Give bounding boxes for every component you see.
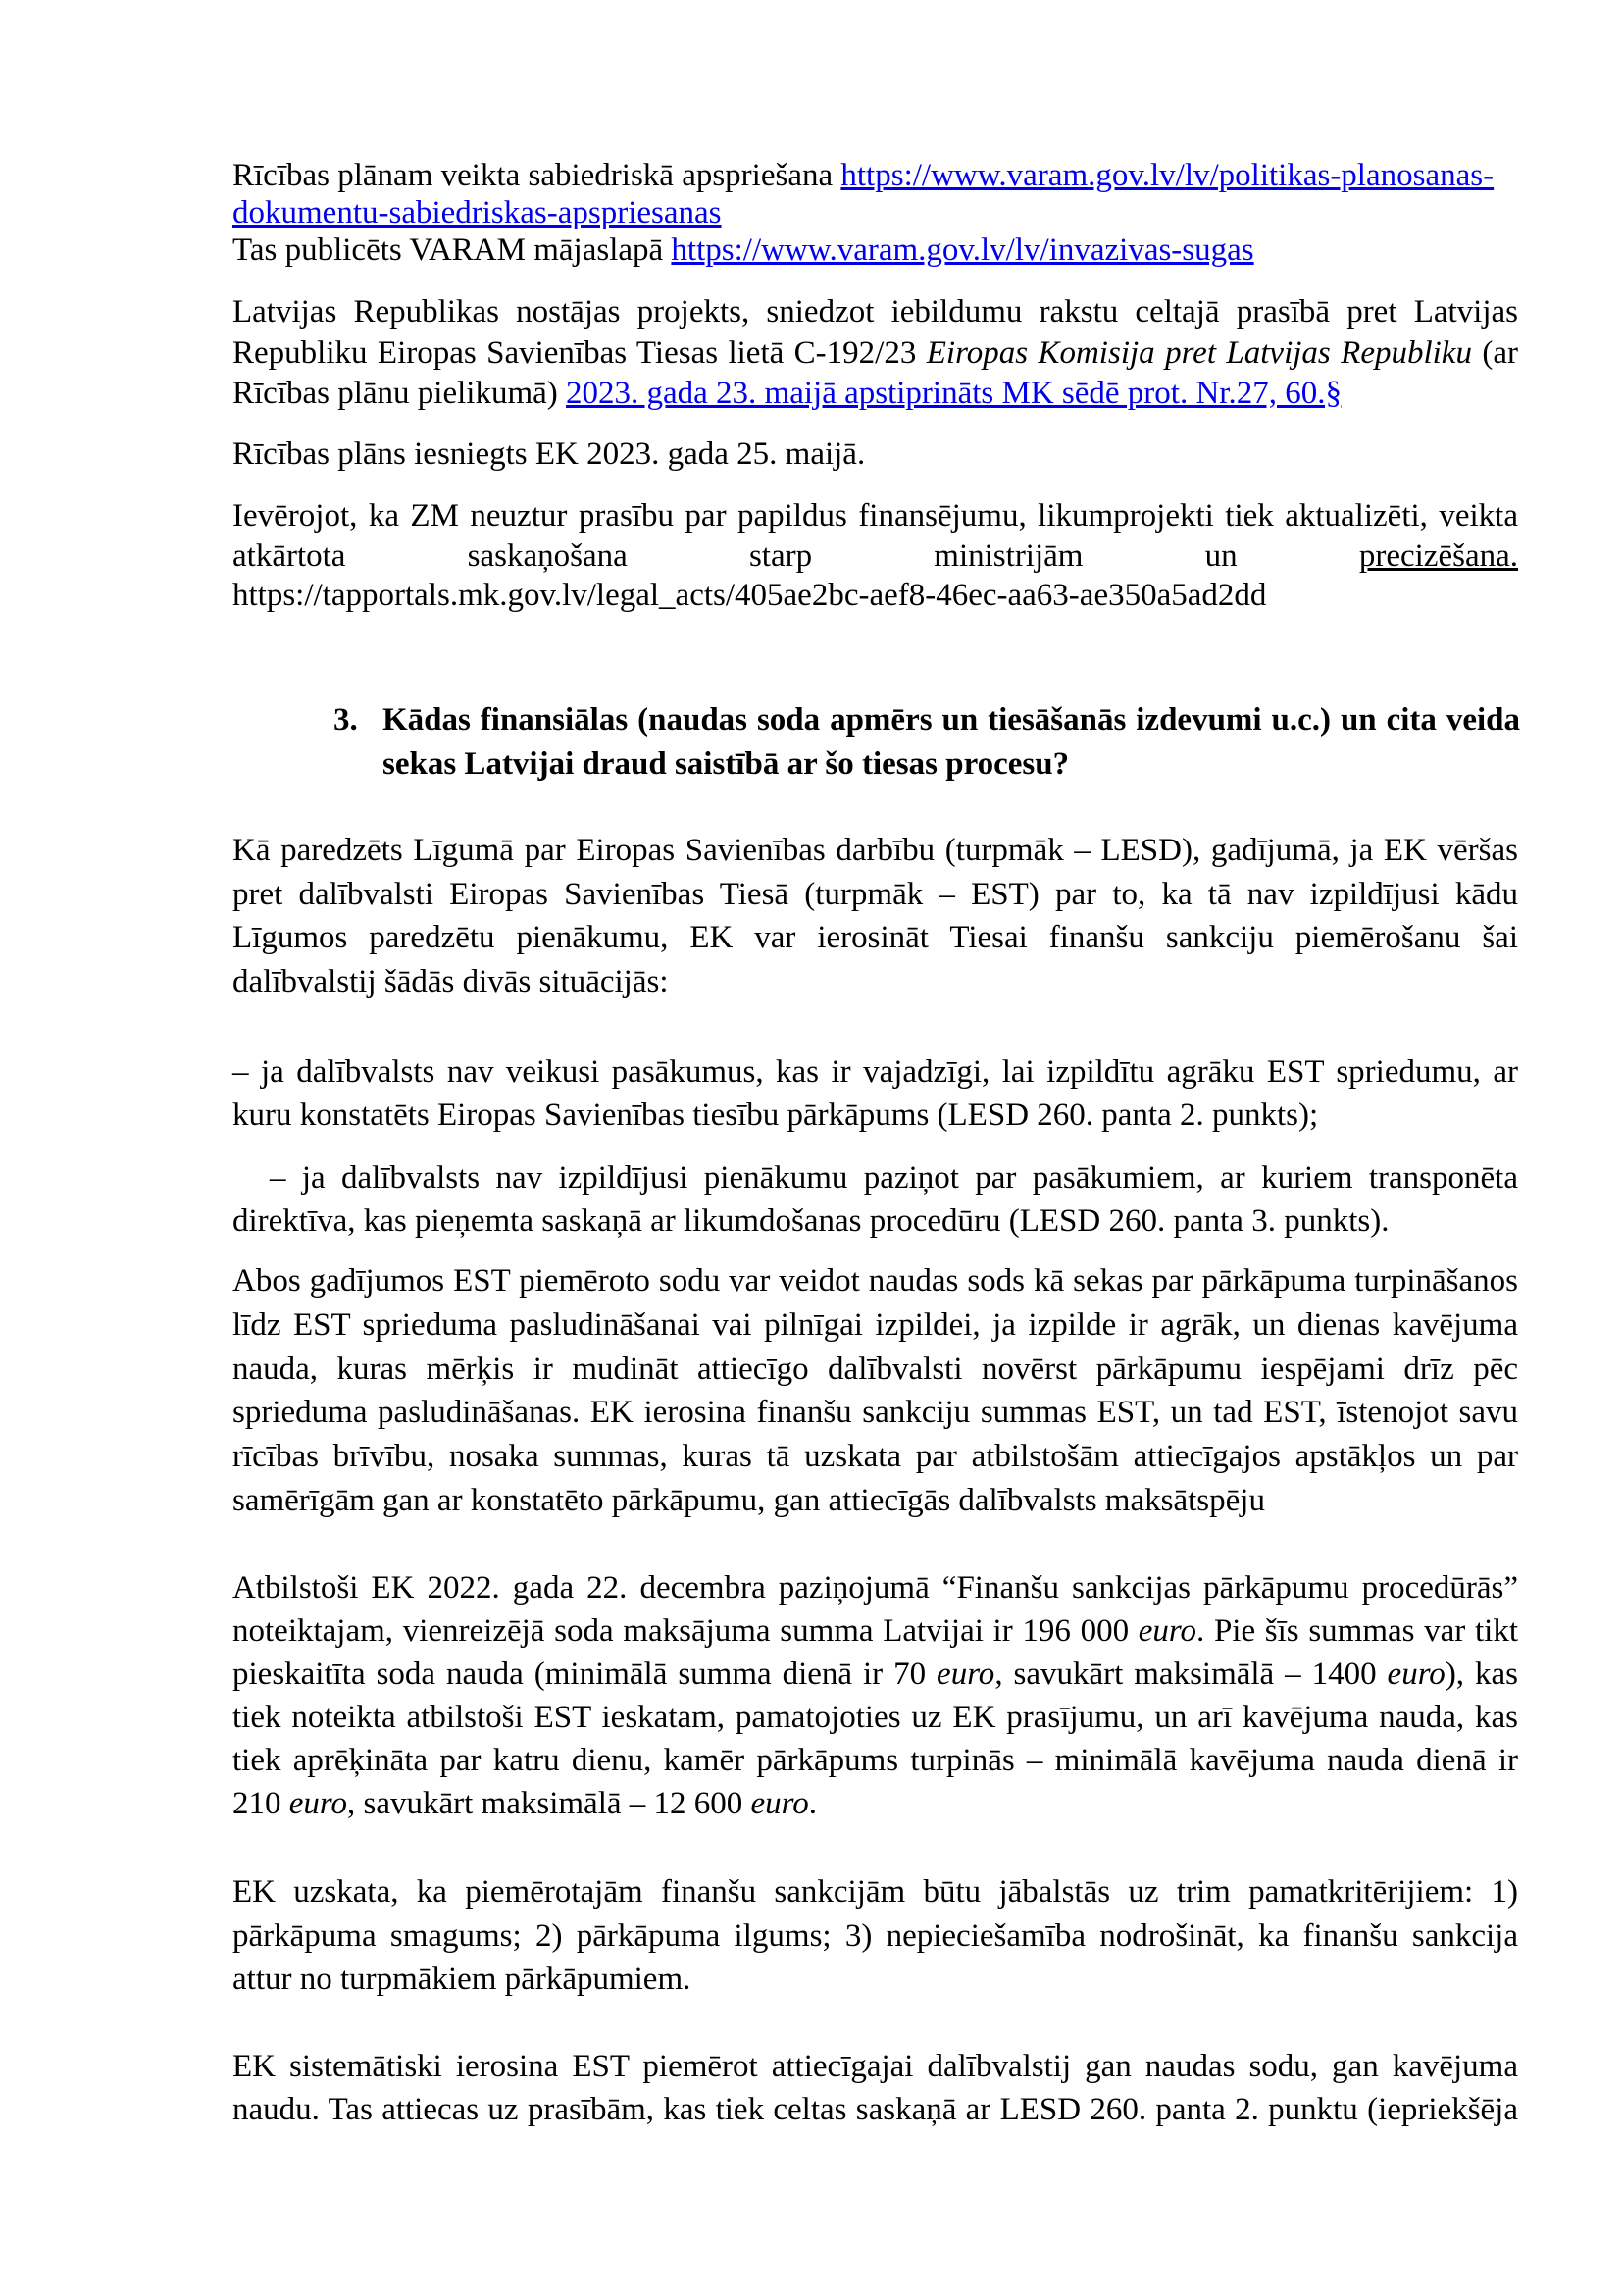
list-item: – ja dalībvalsts nav veikusi pasākumus, kas ir vajadzīgi, lai izpildītu agrāku EST spriedumu, ar kuru konstatēts Eiropas Savienības tiesību pārkāpums (LESD 260. panta 2. punkts); — [232, 1054, 1518, 1133]
invasive-species-link[interactable]: https://www.varam.gov.lv/lv/invazivas-sugas — [671, 232, 1254, 268]
paragraph-consultation — [232, 157, 1518, 269]
heading-text: Kādas finansiālas (naudas soda apmērs un tiesāšanās izdevumi u.c.) un cita veida sekas Latvijai draud saistībā ar šo tiesas procesu? — [382, 702, 1520, 782]
paragraph-position-draft — [232, 292, 1518, 415]
text: Latvijas Republikas nostājas projekts, sniedzot iebildumu rakstu celtajā prasībā pret Latvijas Republiku Eiropas Savienības Tiesas lietā C-192/23 — [232, 294, 1518, 371]
text: , savukārt maksimālā – 1400 — [994, 1657, 1388, 1692]
case-title: Eiropas Komisija pret Latvijas Republiku — [926, 334, 1472, 371]
cabinet-protocol-link[interactable]: 2023. gada 23. maijā apstiprināts MK sēdē prot. Nr.27, 60.§ — [566, 376, 1342, 411]
currency: euro — [750, 1786, 809, 1821]
list-item: – ja dalībvalsts nav izpildījusi pienākumu paziņot par pasākumiem, ar kuriem transponēta direktīva, kas pieņemta saskaņā ar likumdošanas procedūru (LESD 260. panta 3. punkts). — [232, 1160, 1518, 1239]
heading-number: 3. — [333, 702, 358, 738]
paragraph-update — [232, 496, 1518, 616]
section-heading — [333, 698, 1520, 787]
paragraph-lesd: Kā paredzēts Līgumā par Eiropas Savienības darbību (turpmāk – LESD), gadījumā, ja EK vēršas pret dalībvalsti Eiropas Savienības Tiesā (turpmāk – EST) par to, ka tā nav izpildījusi kādu Līgumos paredzētu pienākumu, EK var ierosināt Tiesai finanšu sankciju piemērošanu šai dalībvalstij šādās divās situācijās: — [232, 833, 1518, 1000]
paragraph-criteria: EK uzskata, ka piemērotajām finanšu sankcijām būtu jābalstās uz trim pamatkritērijiem: 1) pārkāpuma smagums; 2) pārkāpuma ilgums; 3) nepieciešamība nodrošināt, ka finanšu sankcija attur no turpmākiem pārkāpumiem. — [232, 1874, 1518, 1997]
text: . — [808, 1786, 818, 1821]
text: Tas publicēts VARAM mājaslapā — [232, 232, 672, 268]
text: Atbilstoši EK 2022. gada 22. decembra paziņojumā “Finanšu sankcijas pārkāpumu procedūrās” noteiktajam, vienreizējā soda maksājuma summa Latvijai ir 196 000 — [232, 1570, 1518, 1649]
paragraph-submitted: Rīcības plāns iesniegts EK 2023. gada 25. maijā. — [232, 436, 866, 472]
underlined-text: precizēšana. — [1358, 537, 1518, 574]
paragraph-systematic: EK sistemātiski ierosina EST piemērot attiecīgajai dalībvalstij gan naudas sodu, gan kavējuma naudu. Tas attiecas uz prasībām, kas tiek celtas saskaņā ar LESD 260. panta 2. punktu (iepriekšēja — [232, 2049, 1518, 2127]
text: , savukārt maksimālā – 12 600 — [347, 1786, 751, 1821]
paragraph-amounts — [232, 1566, 1518, 1825]
text: . Pie šīs summas var tikt pieskaitīta soda nauda (minimālā summa dienā ir 70 — [232, 1613, 1518, 1692]
currency: euro — [1387, 1657, 1446, 1692]
currency: euro — [1138, 1613, 1197, 1649]
tap-url: https://tapportals.mk.gov.lv/legal_acts/405ae2bc-aef8-46ec-aa63-ae350a5ad2dd — [232, 578, 1267, 614]
currency: euro — [288, 1786, 348, 1821]
text: Rīcības plānam veikta sabiedriskā apspriešana — [232, 158, 841, 193]
consultation-link[interactable]: https://www.varam.gov.lv/lv/politikas-planosanas-dokumentu-sabiedriskas-apspriesanas — [232, 158, 1495, 230]
text: (ar Rīcības plānu pielikumā) — [232, 334, 1518, 411]
paragraph-penalties: Abos gadījumos EST piemēroto sodu var veidot naudas sods kā sekas par pārkāpuma turpināšanos līdz EST sprieduma pasludināšanai vai pilnīgai izpildei, ja izpilde ir agrāk, un dienas kavējuma nauda, kuras mērķis ir mudināt attiecīgo dalībvalsti novērst pārkāpumu iespējami drīz pēc sprieduma pasludināšanas. EK ierosina finanšu sankciju summas EST, un tad EST, īstenojot savu rīcības brīvību, nosaka summas, kuras tā uzskata par atbilstošām attiecīgajos apstākļos un par samērīgām gan ar konstatēto pārkāpumu, gan attiecīgās dalībvalsts maksātspēju — [232, 1263, 1518, 1518]
currency: euro — [937, 1657, 995, 1692]
text: ), kas tiek noteikta atbilstoši EST ieskatam, pamatojoties uz EK prasījumu, un arī kavējuma nauda, kas tiek aprēķināta par katru dienu, kamēr pārkāpums turpinās – minimālā kavējuma nauda dienā ir 210 — [232, 1657, 1518, 1821]
text: Ievērojot, ka ZM neuztur prasību par papildus finansējumu, likumprojekti tiek aktualizēti, veikta atkārtota saskaņošana starp ministrijām un — [232, 498, 1518, 574]
